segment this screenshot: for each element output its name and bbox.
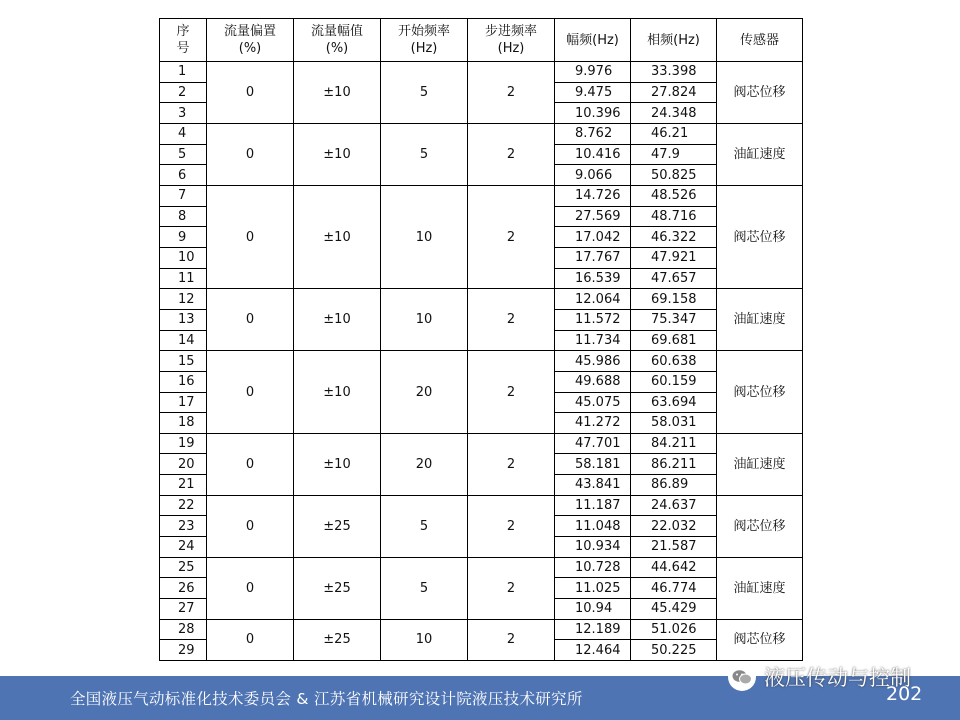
table-row bbox=[160, 557, 803, 578]
phase-frequency-cell: 47.657 bbox=[631, 268, 717, 289]
seq-cell: 11 bbox=[160, 268, 207, 289]
footer-organization-text: 全国液压气动标准化技术委员会 & 江苏省机械研究设计院液压技术研究所 bbox=[70, 690, 583, 708]
amplitude-frequency-cell: 17.042 bbox=[555, 227, 631, 248]
amplitude-frequency-cell: 11.025 bbox=[555, 578, 631, 599]
step-frequency-cell: 2 bbox=[468, 619, 555, 660]
phase-frequency-cell: 63.694 bbox=[631, 392, 717, 413]
flow-amplitude-cell: ±10 bbox=[294, 351, 381, 434]
start-frequency-cell: 10 bbox=[381, 619, 468, 660]
phase-frequency-cell: 75.347 bbox=[631, 309, 717, 330]
phase-frequency-cell: 21.587 bbox=[631, 537, 717, 558]
amplitude-frequency-cell: 17.767 bbox=[555, 247, 631, 268]
phase-frequency-cell: 60.638 bbox=[631, 351, 717, 372]
flow-offset-cell: 0 bbox=[207, 289, 294, 351]
phase-frequency-cell: 69.158 bbox=[631, 289, 717, 310]
amplitude-frequency-cell: 10.728 bbox=[555, 557, 631, 578]
phase-frequency-cell: 27.824 bbox=[631, 82, 717, 103]
table-row bbox=[160, 289, 803, 310]
seq-cell: 16 bbox=[160, 371, 207, 392]
start-frequency-cell: 5 bbox=[381, 557, 468, 619]
phase-frequency-cell: 60.159 bbox=[631, 371, 717, 392]
sensor-cell: 油缸速度 bbox=[717, 123, 803, 185]
amplitude-frequency-cell: 45.986 bbox=[555, 351, 631, 372]
phase-frequency-cell: 47.9 bbox=[631, 144, 717, 165]
flow-amplitude-cell: ±10 bbox=[294, 433, 381, 495]
amplitude-frequency-cell: 27.569 bbox=[555, 206, 631, 227]
phase-frequency-cell: 22.032 bbox=[631, 516, 717, 537]
amplitude-frequency-cell: 10.416 bbox=[555, 144, 631, 165]
step-frequency-cell: 2 bbox=[468, 351, 555, 434]
start-frequency-cell: 5 bbox=[381, 495, 468, 557]
phase-frequency-cell: 58.031 bbox=[631, 413, 717, 434]
amplitude-frequency-cell: 9.976 bbox=[555, 62, 631, 83]
seq-cell: 26 bbox=[160, 578, 207, 599]
flow-amplitude-cell: ±10 bbox=[294, 289, 381, 351]
sensor-cell: 阀芯位移 bbox=[717, 185, 803, 288]
seq-cell: 3 bbox=[160, 103, 207, 124]
sensor-cell: 阀芯位移 bbox=[717, 495, 803, 557]
seq-cell: 15 bbox=[160, 351, 207, 372]
step-frequency-cell: 2 bbox=[468, 495, 555, 557]
amplitude-frequency-cell: 58.181 bbox=[555, 454, 631, 475]
step-frequency-cell: 2 bbox=[468, 123, 555, 185]
flow-amplitude-cell: ±10 bbox=[294, 185, 381, 288]
table-row bbox=[160, 619, 803, 640]
flow-offset-cell: 0 bbox=[207, 62, 294, 124]
sensor-cell: 阀芯位移 bbox=[717, 351, 803, 434]
table-row bbox=[160, 62, 803, 83]
frequency-test-table bbox=[159, 18, 803, 661]
seq-cell: 22 bbox=[160, 495, 207, 516]
amplitude-frequency-cell: 43.841 bbox=[555, 475, 631, 496]
phase-frequency-cell: 50.825 bbox=[631, 165, 717, 186]
amplitude-frequency-cell: 12.064 bbox=[555, 289, 631, 310]
seq-cell: 13 bbox=[160, 309, 207, 330]
seq-cell: 28 bbox=[160, 619, 207, 640]
wechat-icon bbox=[728, 663, 756, 691]
phase-frequency-cell: 86.89 bbox=[631, 475, 717, 496]
sensor-cell: 油缸速度 bbox=[717, 433, 803, 495]
phase-frequency-cell: 33.398 bbox=[631, 62, 717, 83]
start-frequency-cell: 5 bbox=[381, 123, 468, 185]
flow-amplitude-cell: ±25 bbox=[294, 619, 381, 660]
header-flow-amplitude: 流量幅值 (%) bbox=[294, 19, 381, 62]
phase-frequency-cell: 46.322 bbox=[631, 227, 717, 248]
flow-amplitude-cell: ±10 bbox=[294, 123, 381, 185]
flow-amplitude-cell: ±25 bbox=[294, 557, 381, 619]
amplitude-frequency-cell: 49.688 bbox=[555, 371, 631, 392]
table-body bbox=[160, 62, 803, 661]
flow-offset-cell: 0 bbox=[207, 557, 294, 619]
seq-cell: 4 bbox=[160, 123, 207, 144]
watermark bbox=[728, 662, 911, 692]
step-frequency-cell: 2 bbox=[468, 289, 555, 351]
flow-amplitude-cell: ±10 bbox=[294, 62, 381, 124]
table-row bbox=[160, 495, 803, 516]
sensor-cell: 油缸速度 bbox=[717, 557, 803, 619]
seq-cell: 9 bbox=[160, 227, 207, 248]
seq-cell: 19 bbox=[160, 433, 207, 454]
watermark-text: 液压传动与控制 bbox=[764, 666, 911, 690]
seq-cell: 24 bbox=[160, 537, 207, 558]
table-row bbox=[160, 185, 803, 206]
amplitude-frequency-cell: 9.066 bbox=[555, 165, 631, 186]
phase-frequency-cell: 44.642 bbox=[631, 557, 717, 578]
phase-frequency-cell: 51.026 bbox=[631, 619, 717, 640]
start-frequency-cell: 5 bbox=[381, 62, 468, 124]
amplitude-frequency-cell: 10.94 bbox=[555, 599, 631, 620]
amplitude-frequency-cell: 41.272 bbox=[555, 413, 631, 434]
seq-cell: 17 bbox=[160, 392, 207, 413]
header-amplitude-frequency: 幅频(Hz) bbox=[555, 19, 631, 62]
phase-frequency-cell: 46.21 bbox=[631, 123, 717, 144]
phase-frequency-cell: 47.921 bbox=[631, 247, 717, 268]
start-frequency-cell: 20 bbox=[381, 433, 468, 495]
amplitude-frequency-cell: 8.762 bbox=[555, 123, 631, 144]
step-frequency-cell: 2 bbox=[468, 62, 555, 124]
phase-frequency-cell: 84.211 bbox=[631, 433, 717, 454]
start-frequency-cell: 10 bbox=[381, 289, 468, 351]
seq-cell: 10 bbox=[160, 247, 207, 268]
flow-offset-cell: 0 bbox=[207, 495, 294, 557]
flow-offset-cell: 0 bbox=[207, 185, 294, 288]
start-frequency-cell: 20 bbox=[381, 351, 468, 434]
table-row bbox=[160, 351, 803, 372]
sensor-cell: 阀芯位移 bbox=[717, 62, 803, 124]
amplitude-frequency-cell: 11.734 bbox=[555, 330, 631, 351]
header-sensor: 传感器 bbox=[717, 19, 803, 62]
flow-offset-cell: 0 bbox=[207, 351, 294, 434]
flow-offset-cell: 0 bbox=[207, 619, 294, 660]
seq-cell: 8 bbox=[160, 206, 207, 227]
seq-cell: 1 bbox=[160, 62, 207, 83]
header-step-frequency: 步进频率 (Hz) bbox=[468, 19, 555, 62]
step-frequency-cell: 2 bbox=[468, 433, 555, 495]
table-header-row bbox=[160, 19, 803, 62]
amplitude-frequency-cell: 47.701 bbox=[555, 433, 631, 454]
seq-cell: 25 bbox=[160, 557, 207, 578]
phase-frequency-cell: 46.774 bbox=[631, 578, 717, 599]
seq-cell: 7 bbox=[160, 185, 207, 206]
seq-cell: 29 bbox=[160, 640, 207, 661]
amplitude-frequency-cell: 9.475 bbox=[555, 82, 631, 103]
phase-frequency-cell: 45.429 bbox=[631, 599, 717, 620]
amplitude-frequency-cell: 10.396 bbox=[555, 103, 631, 124]
seq-cell: 18 bbox=[160, 413, 207, 434]
seq-cell: 6 bbox=[160, 165, 207, 186]
phase-frequency-cell: 69.681 bbox=[631, 330, 717, 351]
start-frequency-cell: 10 bbox=[381, 185, 468, 288]
phase-frequency-cell: 48.716 bbox=[631, 206, 717, 227]
amplitude-frequency-cell: 11.187 bbox=[555, 495, 631, 516]
seq-cell: 21 bbox=[160, 475, 207, 496]
sensor-cell: 阀芯位移 bbox=[717, 619, 803, 660]
seq-cell: 14 bbox=[160, 330, 207, 351]
phase-frequency-cell: 50.225 bbox=[631, 640, 717, 661]
amplitude-frequency-cell: 11.572 bbox=[555, 309, 631, 330]
amplitude-frequency-cell: 45.075 bbox=[555, 392, 631, 413]
phase-frequency-cell: 24.348 bbox=[631, 103, 717, 124]
phase-frequency-cell: 48.526 bbox=[631, 185, 717, 206]
header-seq: 序 号 bbox=[160, 19, 207, 62]
seq-cell: 5 bbox=[160, 144, 207, 165]
flow-amplitude-cell: ±25 bbox=[294, 495, 381, 557]
amplitude-frequency-cell: 11.048 bbox=[555, 516, 631, 537]
phase-frequency-cell: 24.637 bbox=[631, 495, 717, 516]
amplitude-frequency-cell: 14.726 bbox=[555, 185, 631, 206]
header-phase-frequency: 相频(Hz) bbox=[631, 19, 717, 62]
seq-cell: 2 bbox=[160, 82, 207, 103]
header-flow-offset: 流量偏置 (%) bbox=[207, 19, 294, 62]
phase-frequency-cell: 86.211 bbox=[631, 454, 717, 475]
amplitude-frequency-cell: 16.539 bbox=[555, 268, 631, 289]
step-frequency-cell: 2 bbox=[468, 557, 555, 619]
page-number: 202 bbox=[886, 683, 923, 705]
step-frequency-cell: 2 bbox=[468, 185, 555, 288]
flow-offset-cell: 0 bbox=[207, 433, 294, 495]
seq-cell: 12 bbox=[160, 289, 207, 310]
seq-cell: 27 bbox=[160, 599, 207, 620]
amplitude-frequency-cell: 12.189 bbox=[555, 619, 631, 640]
header-start-frequency: 开始频率 (Hz) bbox=[381, 19, 468, 62]
amplitude-frequency-cell: 12.464 bbox=[555, 640, 631, 661]
amplitude-frequency-cell: 10.934 bbox=[555, 537, 631, 558]
table-row bbox=[160, 433, 803, 454]
seq-cell: 23 bbox=[160, 516, 207, 537]
sensor-cell: 油缸速度 bbox=[717, 289, 803, 351]
table-row bbox=[160, 123, 803, 144]
seq-cell: 20 bbox=[160, 454, 207, 475]
flow-offset-cell: 0 bbox=[207, 123, 294, 185]
